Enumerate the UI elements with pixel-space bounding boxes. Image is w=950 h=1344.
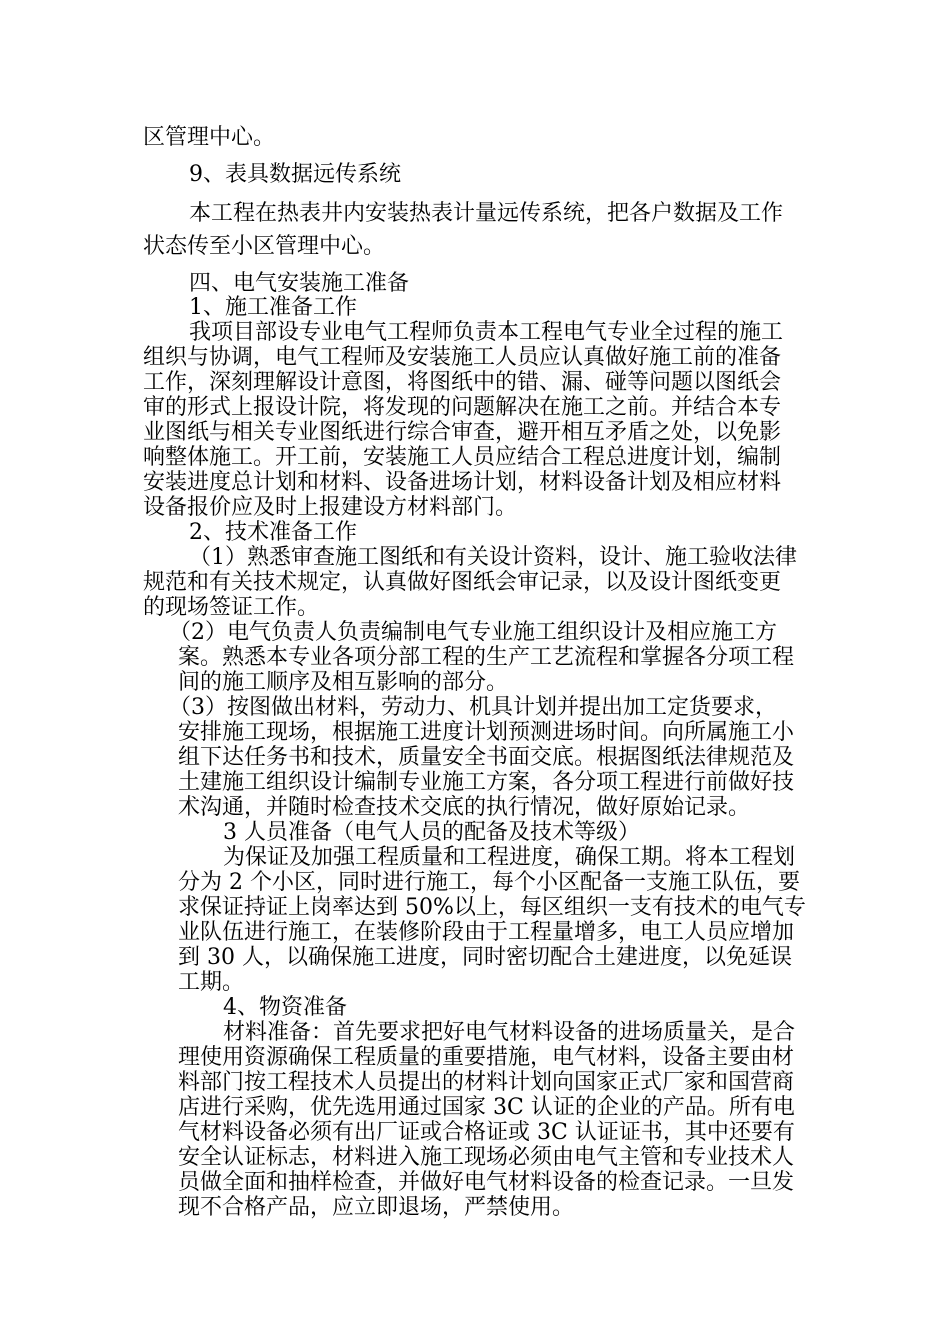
list-item-line: 术沟通，并随时检查技术交底的执行情况，做好原始记录。 [178, 795, 751, 820]
paragraph-line: 为保证及加强工程质量和工程进度，确保工期。将本工程划 [223, 845, 796, 870]
paragraph-line: 现不合格产品，应立即退场，严禁使用。 [178, 1195, 575, 1220]
list-item-line: 的现场签证工作。 [143, 595, 320, 620]
intro-tail-line: 区管理中心。 [143, 125, 276, 150]
paragraph-line: 到 30 人，以确保施工进度，同时密切配合土建进度，以免延误 [178, 945, 792, 970]
paragraph-line: 业图纸与相关专业图纸进行综合审查，避开相互矛盾之处，以免影 [143, 420, 782, 445]
list-item-line: 组下达任务书和技术，质量安全书面交底。根据图纸法律规范及 [178, 745, 795, 770]
paragraph-line: 员做全面和抽样检查，并做好电气材料设备的检查记录。一旦发 [178, 1170, 795, 1195]
section-heading: 1、施工准备工作 [189, 295, 357, 320]
paragraph-line: 分为 2 个小区，同时进行施工，每个小区配备一支施工队伍，要 [178, 870, 800, 895]
paragraph-line: 安装进度总计划和材料、设备进场计划，材料设备计划及相应材料 [143, 470, 782, 495]
paragraph-line: 我项目部设专业电气工程师负责本工程电气专业全过程的施工 [189, 320, 784, 345]
section-heading: 9、表具数据远传系统 [189, 162, 401, 187]
list-item-line: 安排施工现场，根据施工进度计划预测进场时间。向所属施工小 [178, 720, 795, 745]
chapter-heading: 四、电气安装施工准备 [189, 271, 410, 296]
list-item-line: （2）电气负责人负责编制电气专业施工组织设计及相应施工方 [169, 620, 777, 645]
paragraph-line: 安全认证标志，材料进入施工现场必须由电气主管和专业技术人 [178, 1145, 795, 1170]
paragraph-line: 材料准备：首先要求把好电气材料设备的进场质量关，是合 [223, 1020, 796, 1045]
list-item-line: （3）按图做出材料，劳动力、机具计划并提出加工定货要求， [169, 695, 777, 720]
paragraph-line: 求保证持证上岗率达到 50%以上，每区组织一支有技术的电气专 [178, 895, 806, 920]
section-heading: 3 人员准备（电气人员的配备及技术等级） [223, 820, 640, 845]
list-item-line: 间的施工顺序及相互影响的部分。 [178, 670, 509, 695]
paragraph-line: 设备报价应及时上报建设方材料部门。 [143, 495, 518, 520]
paragraph-line: 审的形式上报设计院，将发现的问题解决在施工之前。并结合本专 [143, 395, 782, 420]
paragraph-line: 业队伍进行施工，在装修阶段由于工程量增多，电工人员应增加 [178, 920, 795, 945]
paragraph-line: 工期。 [178, 970, 245, 995]
paragraph-line: 工作，深刻理解设计意图，将图纸中的错、漏、碰等问题以图纸会 [143, 370, 782, 395]
paragraph-line: 店进行采购，优先选用通过国家 3C 认证的企业的产品。所有电 [178, 1095, 795, 1120]
paragraph-line: 料部门按工程技术人员提出的材料计划向国家正式厂家和国营商 [178, 1070, 795, 1095]
paragraph-line: 气材料设备必须有出厂证或合格证或 3C 认证证书，其中还要有 [178, 1120, 795, 1145]
paragraph-line: 状态传至小区管理中心。 [143, 234, 386, 259]
list-item-line: 案。熟悉本专业各项分部工程的生产工艺流程和掌握各分项工程 [178, 645, 795, 670]
paragraph-line: 本工程在热表井内安装热表计量远传系统，把各户数据及工作 [189, 201, 784, 226]
list-item-line: （1）熟悉审查施工图纸和有关设计资料，设计、施工验收法律 [189, 545, 797, 570]
paragraph-line: 组织与协调，电气工程师及安装施工人员应认真做好施工前的准备 [143, 345, 782, 370]
section-heading: 4、物资准备 [223, 995, 347, 1020]
list-item-line: 土建施工组织设计编制专业施工方案，各分项工程进行前做好技 [178, 770, 795, 795]
list-item-line: 规范和有关技术规定，认真做好图纸会审记录，以及设计图纸变更 [143, 570, 782, 595]
section-heading: 2、技术准备工作 [189, 520, 357, 545]
paragraph-line: 理使用资源确保工程质量的重要措施，电气材料，设备主要由材 [178, 1045, 795, 1070]
paragraph-line: 响整体施工。开工前，安装施工人员应结合工程总进度计划，编制 [143, 445, 782, 470]
